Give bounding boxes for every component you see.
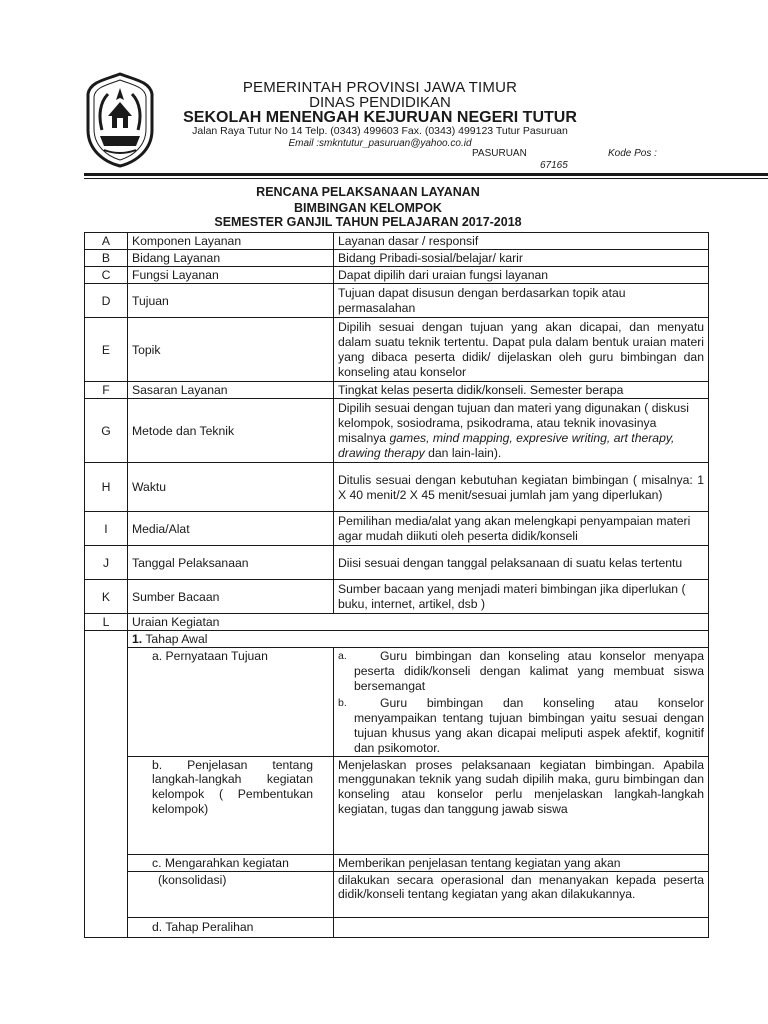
- row-value: Sumber bacaan yang menjadi materi bimbingan jika diperlukan ( buku, internet, artikel, dsb ): [334, 580, 709, 614]
- row-key: J: [85, 546, 128, 580]
- stage-label: Tahap Awal: [142, 632, 208, 647]
- row-key: F: [85, 382, 128, 399]
- table-row: [85, 284, 709, 318]
- table-row: [85, 233, 709, 250]
- stage-number: 1.: [132, 632, 143, 647]
- school-email: Email :smkntutur_pasuruan@yahoo.co.id: [288, 138, 472, 149]
- table-row: [85, 267, 709, 284]
- sub-step-label: a. Pernyataan Tujuan: [128, 648, 334, 757]
- school-name: SEKOLAH MENENGAH KEJURUAN NEGERI TUTUR: [183, 109, 577, 126]
- row-value: Pemilihan media/alat yang akan melengkapi penyampaian materi agar mudah diikuti oleh peserta didik/konseli: [334, 512, 709, 546]
- list-item: [338, 649, 704, 693]
- table-row: [85, 382, 709, 399]
- row-value: Diisi sesuai dengan tanggal pelaksanaan di suatu kelas tertentu: [334, 546, 709, 580]
- row-key: G: [85, 399, 128, 463]
- table-row: [85, 546, 709, 580]
- postal-code-value: 67165: [540, 160, 568, 171]
- table-row: [85, 631, 709, 648]
- row-value: Dipilih sesuai dengan tujuan yang akan dicapai, dan menyatu dalam suatu teknik tertentu. Dapat pula dalam bentuk uraian materi yang dibaca peserta didik/ dijelaskan oleh guru bimbingan dan konseling atau konselor: [334, 318, 709, 382]
- row-label: Topik: [128, 318, 334, 382]
- row-key: E: [85, 318, 128, 382]
- document-title: RENCANA PELAKSANAAN LAYANAN: [256, 185, 480, 199]
- sub-step-label: d. Tahap Peralihan: [128, 917, 334, 937]
- row-label: Bidang Layanan: [128, 250, 334, 267]
- sub-step-label: (konsolidasi): [128, 871, 334, 917]
- table-row: [85, 580, 709, 614]
- row-label: Komponen Layanan: [128, 233, 334, 250]
- table-row: [85, 756, 709, 854]
- row-key: C: [85, 267, 128, 284]
- sub-step-label: b. Penjelasan tentang langkah-langkah kegiatan kelompok ( Pembentukan kelompok): [128, 756, 334, 854]
- service-plan-table: [84, 232, 709, 938]
- row-label: Sumber Bacaan: [128, 580, 334, 614]
- letterhead-rule-thick: [84, 173, 768, 176]
- row-value: Bidang Pribadi-sosial/belajar/ karir: [334, 250, 709, 267]
- postal-code-label: Kode Pos :: [608, 148, 657, 159]
- row-key: L: [85, 614, 128, 631]
- list-item: [338, 696, 704, 755]
- row-value: Tingkat kelas peserta didik/konseli. Semester berapa: [334, 382, 709, 399]
- row-key: I: [85, 512, 128, 546]
- table-row: [85, 463, 709, 512]
- row-label: Metode dan Teknik: [128, 399, 334, 463]
- stage-heading: [128, 631, 709, 648]
- list-marker: a.: [338, 650, 347, 662]
- provincial-seal-logo: [86, 72, 154, 168]
- table-row: [85, 512, 709, 546]
- table-row: [85, 648, 709, 757]
- row-label: Fungsi Layanan: [128, 267, 334, 284]
- row-key: A: [85, 233, 128, 250]
- table-row: [85, 917, 709, 937]
- row-value: Dapat dipilih dari uraian fungsi layanan: [334, 267, 709, 284]
- table-row: [85, 318, 709, 382]
- row-label: Waktu: [128, 463, 334, 512]
- table-row: [85, 871, 709, 917]
- table-row: [85, 854, 709, 871]
- method-text-end: dan lain-lain).: [424, 445, 502, 460]
- table-row: [85, 250, 709, 267]
- row-label: Media/Alat: [128, 512, 334, 546]
- row-label: Uraian Kegiatan: [128, 614, 709, 631]
- sub-step-label: c. Mengarahkan kegiatan: [128, 854, 334, 871]
- row-key: D: [85, 284, 128, 318]
- row-value: [334, 399, 709, 463]
- school-address: Jalan Raya Tutur No 14 Telp. (0343) 499603 Fax. (0343) 499123 Tutur Pasuruan: [192, 125, 568, 137]
- sub-step-content: dilakukan secara operasional dan menanyakan kepada peserta didik/konseli tentang kegiatan yang akan dilakukannya.: [334, 871, 709, 917]
- method-text: Dipilih sesuai dengan tujuan dan materi yang digunakan ( diskusi kelompok, sosiodrama, psikodrama, atau teknik inovasinya misalnya: [338, 401, 689, 445]
- row-label: Sasaran Layanan: [128, 382, 334, 399]
- sub-step-content: Menjelaskan proses pelaksanaan kegiatan bimbingan. Apabila menggunakan teknik yang sudah dipilih maka, guru bimbingan dan konseling atau konselor perlu menjelaskan langkah-langkah kegiatan, tugas dan tanggung jawab siswa: [334, 756, 709, 854]
- row-value: Tujuan dapat disusun dengan berdasarkan topik atau permasalahan: [334, 284, 709, 318]
- list-marker: b.: [338, 697, 347, 710]
- department-name: DINAS PENDIDIKAN: [309, 94, 451, 111]
- row-value: Layanan dasar / responsif: [334, 233, 709, 250]
- government-name: PEMERINTAH PROVINSI JAWA TIMUR: [242, 79, 518, 96]
- row-value: Ditulis sesuai dengan kebutuhan kegiatan bimbingan ( misalnya: 1 X 40 menit/2 X 45 menit/sesuai jumlah jam yang diperlukan): [334, 463, 709, 512]
- table-row: [85, 614, 709, 631]
- list-text: Guru bimbingan dan konseling atau konselor menyapa peserta didik/konseli dengan kalimat yang membuat siswa bersemangat: [354, 649, 704, 693]
- row-key: H: [85, 463, 128, 512]
- row-label: Tanggal Pelaksanaan: [128, 546, 334, 580]
- letterhead-rule-thin: [84, 178, 768, 179]
- sub-step-content: [334, 648, 709, 757]
- document-semester: SEMESTER GANJIL TAHUN PELAJARAN 2017-2018: [214, 215, 522, 229]
- method-examples: games, mind mapping, expresive writing, art therapy, drawing therapy: [338, 431, 675, 460]
- city-name: PASURUAN: [472, 148, 527, 159]
- row-key: B: [85, 250, 128, 267]
- row-key: K: [85, 580, 128, 614]
- sub-step-content: Memberikan penjelasan tentang kegiatan yang akan: [334, 854, 709, 871]
- list-text: Guru bimbingan dan konseling atau konselor menyampaikan tentang tujuan bimbingan yaitu sesuai dengan tujuan khusus yang akan dicapai meliputi aspek afektif, kognitif dan psikomotor.: [354, 696, 704, 755]
- row-label: Tujuan: [128, 284, 334, 318]
- table-row: [85, 399, 709, 463]
- document-subtitle: BIMBINGAN KELOMPOK: [294, 201, 442, 215]
